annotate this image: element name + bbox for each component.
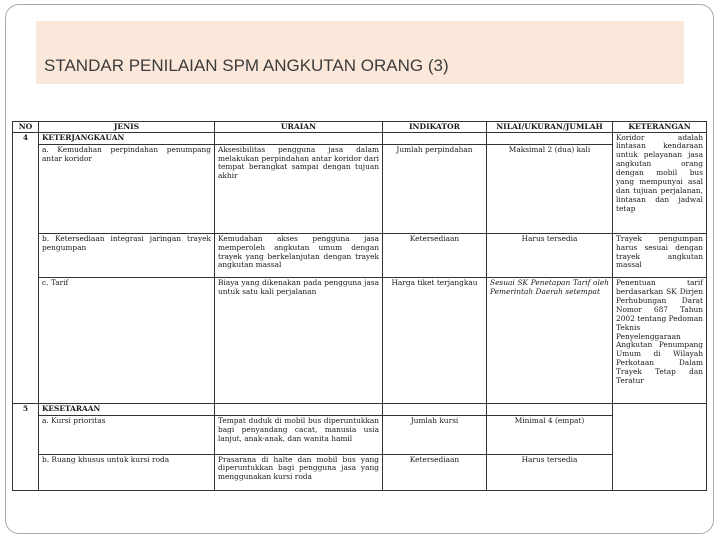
spm-table xyxy=(12,121,707,491)
row-nilai: Maksimal 2 (dua) kali xyxy=(487,144,613,233)
header-jenis: JENIS xyxy=(39,122,215,133)
table-row xyxy=(13,416,707,455)
title-bar xyxy=(36,21,684,84)
slide-title: STANDAR PENILAIAN SPM ANGKUTAN ORANG (3) xyxy=(44,56,449,75)
row-uraian: Tempat duduk di mobil bus diperuntukkan bagi penyandang cacat, manusia usia lanjut, anak-anak, dan wanita hamil xyxy=(215,416,383,455)
section-header-row xyxy=(13,132,707,144)
row-nilai: Sesuai SK Penetapan Tarif oleh Pemerintah Daerah setempat xyxy=(487,278,613,404)
row-indikator: Ketersediaan xyxy=(383,233,487,278)
section-title: KETERJANGKAUAN xyxy=(39,132,215,144)
table-header-row xyxy=(13,122,707,133)
table-row xyxy=(13,278,707,404)
header-no: NO xyxy=(13,122,39,133)
row-uraian: Aksesibilitas pengguna jasa dalam melakukan perpindahan antar koridor dari tempat berangkat sampai dengan tujuan akhir xyxy=(215,144,383,233)
row-nilai: Harus tersedia xyxy=(487,454,613,490)
row-jenis: a. Kemudahan perpindahan penumpang antar koridor xyxy=(39,144,215,233)
header-keterangan: KETERANGAN xyxy=(613,122,707,133)
row-jenis: b. Ketersediaan integrasi jaringan trayek pengumpan xyxy=(39,233,215,278)
row-keterangan: Penentuan tarif berdasarkan SK Dirjen Perhubungan Darat Nomor 687 Tahun 2002 tentang Pedoman Teknis Penyelenggaraan Angkutan Penumpang Umum di Wilayah Perkotaan Dalam Trayek Tetap dan Teratur xyxy=(613,278,707,404)
row-nilai: Minimal 4 (empat) xyxy=(487,416,613,455)
row-uraian: Biaya yang dikenakan pada pengguna jasa untuk satu kali perjalanan xyxy=(215,278,383,404)
row-nilai: Harus tersedia xyxy=(487,233,613,278)
section-title: KESETARAAN xyxy=(39,403,215,415)
row-uraian: Kemudahan akses pengguna jasa memperoleh angkutan umum dengan trayek yang berkelanjutan dengan trayek angkutan massal xyxy=(215,233,383,278)
header-uraian: URAIAN xyxy=(215,122,383,133)
section-header-row xyxy=(13,403,707,415)
row-jenis: a. Kursi prioritas xyxy=(39,416,215,455)
header-indikator: INDIKATOR xyxy=(383,122,487,133)
row-keterangan: Trayek pengumpan harus sesuai dengan trayek angkutan massal xyxy=(613,233,707,278)
table-row xyxy=(13,454,707,490)
row-indikator: Jumlah perpindahan xyxy=(383,144,487,233)
section-number: 5 xyxy=(13,403,39,490)
row-indikator: Harga tiket terjangkau xyxy=(383,278,487,404)
row-jenis: c. Tarif xyxy=(39,278,215,404)
row-indikator: Ketersediaan xyxy=(383,454,487,490)
table-row xyxy=(13,233,707,278)
row-jenis: b. Ruang khusus untuk kursi roda xyxy=(39,454,215,490)
section-number: 4 xyxy=(13,132,39,403)
row-indikator: Jumlah kursi xyxy=(383,416,487,455)
row-uraian: Prasarana di halte dan mobil bus yang diperuntukkan bagi pengguna jasa yang menggunakan kursi roda xyxy=(215,454,383,490)
table-row xyxy=(13,144,707,233)
row-keterangan: Koridor adalah lintasan kendaraan untuk pelayanan jasa angkutan orang dengan mobil bus yang mempunyai asal dan tujuan perjalanan, lintasan dan jadwal tetap xyxy=(613,132,707,233)
header-nilai: NILAI/UKURAN/JUMLAH xyxy=(487,122,613,133)
